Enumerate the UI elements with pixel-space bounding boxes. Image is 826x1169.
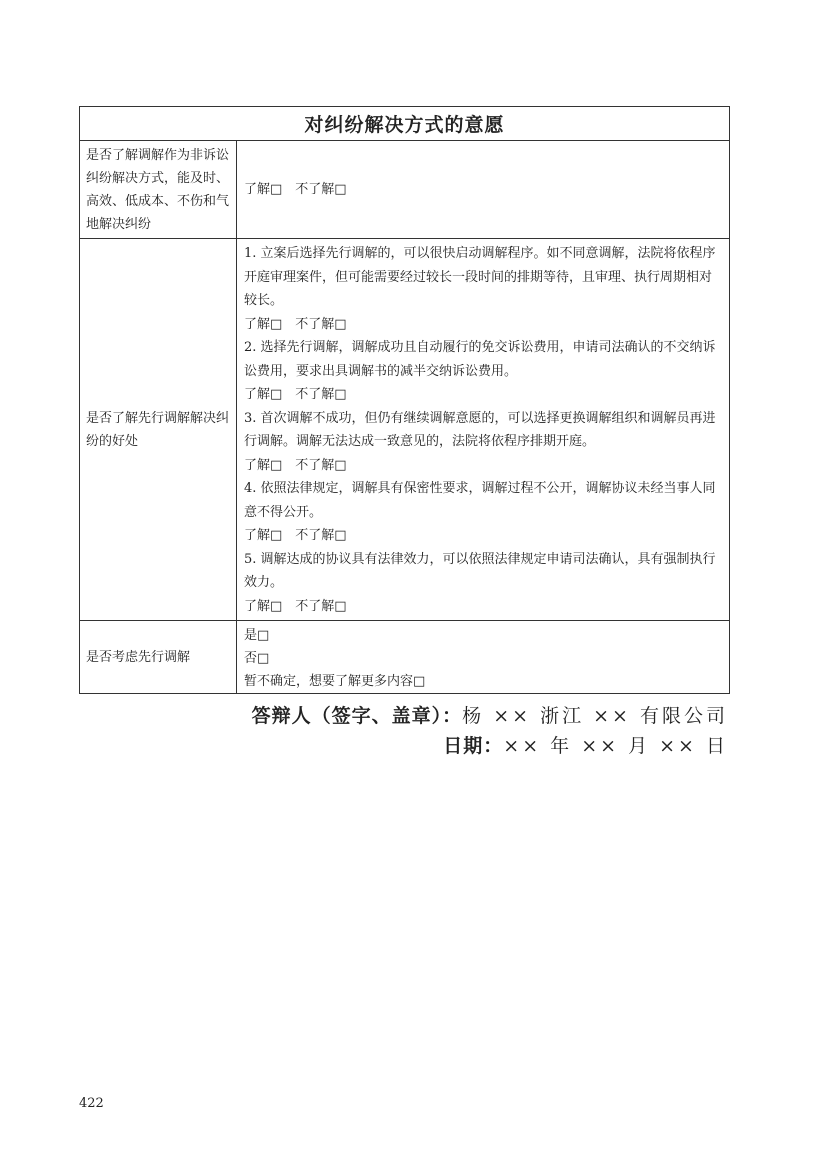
answer-cell <box>237 621 729 693</box>
option-yes-checkbox[interactable]: 是□ <box>244 628 270 643</box>
benefit-item-1: 1. 立案后选择先行调解的，可以很快启动调解程序。如不同意调解，法院将依程序开庭审理案件，但可能需要经过较长一段时间的排期等待，且审理、执行周期相对较长。 <box>244 246 716 308</box>
question-cell: 是否了解调解作为非诉讼纠纷解决方式，能及时、高效、低成本、不伤和气地解决纠纷 <box>80 141 237 238</box>
option-no-checkbox[interactable]: 否□ <box>244 651 270 666</box>
option-unsure-checkbox[interactable]: 暂不确定，想要了解更多内容□ <box>244 674 426 689</box>
signature-value: 杨 ×× 浙江 ×× 有限公司 <box>462 705 728 727</box>
date-line <box>252 731 728 761</box>
table-row <box>80 239 729 621</box>
date-label: 日期： <box>443 735 504 757</box>
table-row <box>80 621 729 693</box>
answer-checkbox-group[interactable]: 了解□ 不了解□ <box>244 182 347 198</box>
answer-checkbox-group[interactable]: 了解□ 不了解□ <box>244 457 347 473</box>
answer-checkbox-group[interactable]: 了解□ 不了解□ <box>244 598 347 614</box>
table-row <box>80 141 729 239</box>
benefit-item-5: 5. 调解达成的协议具有法律效力，可以依照法律规定申请司法确认，具有强制执行效力。 <box>244 551 716 590</box>
signature-line <box>252 701 728 731</box>
answer-checkbox-group[interactable]: 了解□ 不了解□ <box>244 528 347 543</box>
benefit-item-2: 2. 选择先行调解，调解成功且自动履行的免交诉讼费用，申请司法确认的不交纳诉讼费用，要求出具调解书的减半交纳诉讼费用。 <box>244 340 716 379</box>
answer-checkbox-group[interactable]: 了解□ 不了解□ <box>244 316 347 332</box>
signature-label: 答辩人（签字、盖章）： <box>251 705 463 727</box>
question-cell: 是否了解先行调解解决纠纷的好处 <box>80 239 237 620</box>
question-cell: 是否考虑先行调解 <box>80 621 237 693</box>
form-title: 对纠纷解决方式的意愿 <box>80 107 729 141</box>
answer-cell <box>237 239 729 620</box>
dispute-resolution-form <box>79 106 730 694</box>
page-number: 422 <box>79 1096 104 1111</box>
signature-block <box>252 701 728 761</box>
date-value: ×× 年 ×× 月 ×× 日 <box>503 735 728 757</box>
answer-checkbox-group[interactable]: 了解□ 不了解□ <box>244 387 347 402</box>
benefit-item-3: 3. 首次调解不成功，但仍有继续调解意愿的，可以选择更换调解组织和调解员再进行调解。调解无法达成一致意见的，法院将依程序排期开庭。 <box>244 410 716 449</box>
answer-cell <box>237 141 729 238</box>
benefit-item-4: 4. 依照法律规定，调解具有保密性要求，调解过程不公开，调解协议未经当事人同意不得公开。 <box>244 481 716 520</box>
